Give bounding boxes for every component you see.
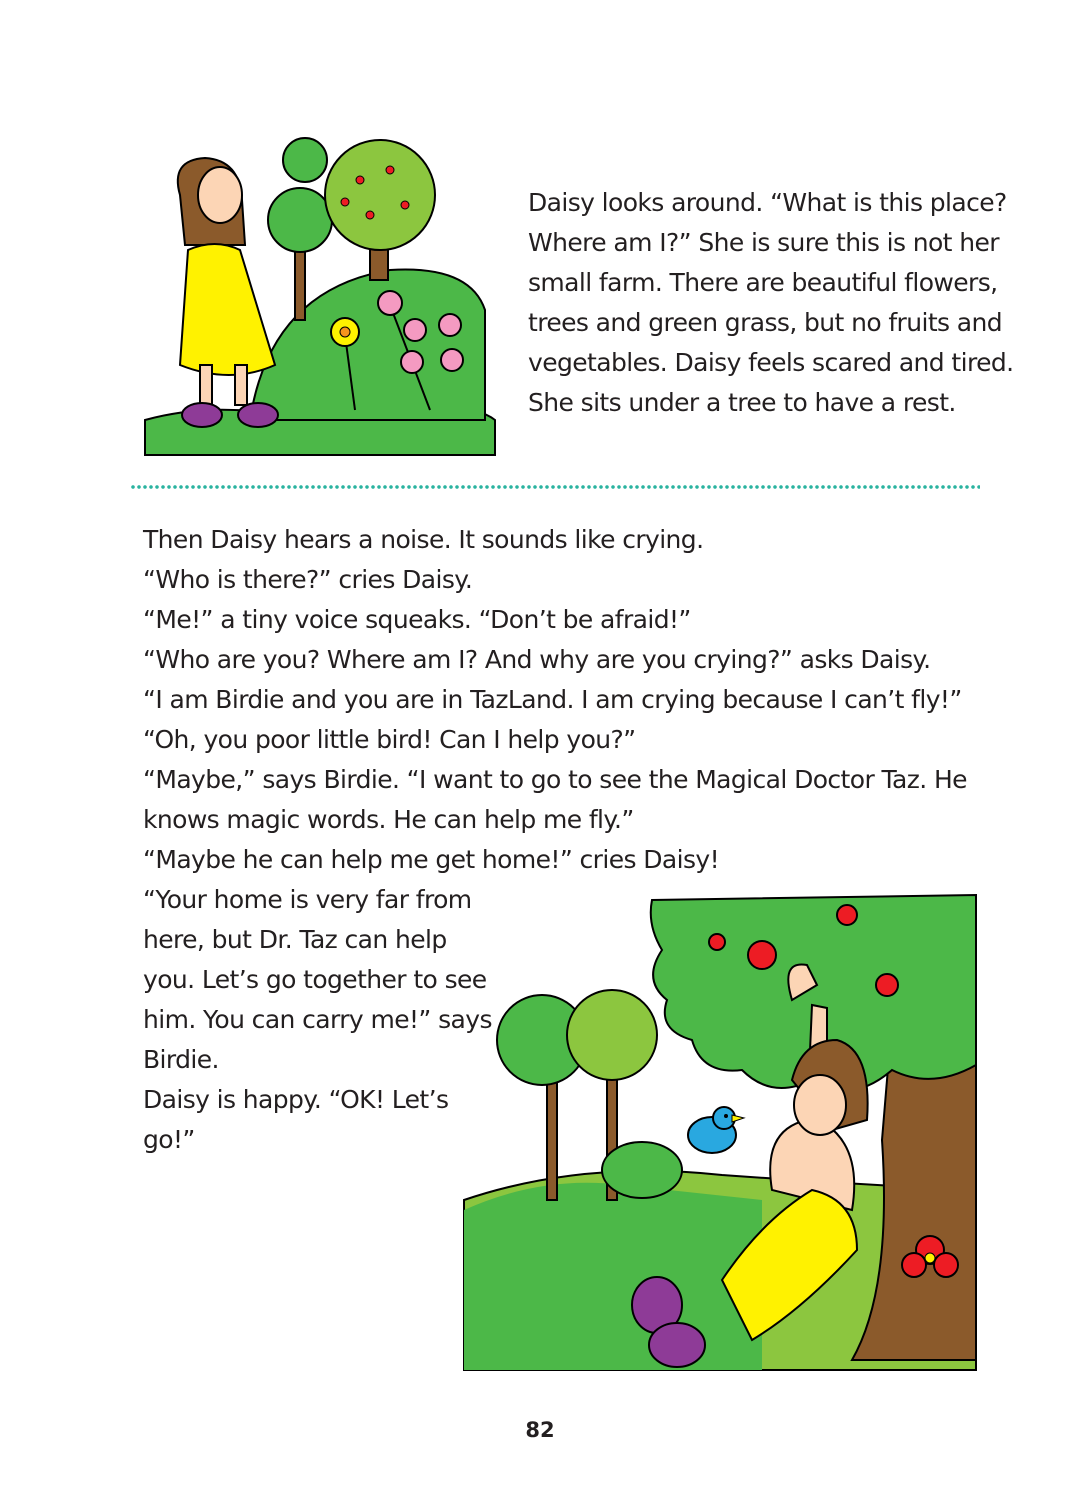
story-line: Birdie. <box>143 1045 219 1074</box>
apple <box>386 166 394 174</box>
story-line: “Who is there?” cries Daisy. <box>143 565 473 594</box>
blue-bird <box>688 1107 744 1153</box>
story-paragraph-top <box>528 183 1014 423</box>
story-line: here, but Dr. Taz can help <box>143 925 447 954</box>
apple-tree-crown <box>325 140 435 250</box>
story-line: “Maybe he can help me get home!” cries Daisy! <box>143 845 720 874</box>
story-line: “Me!” a tiny voice squeaks. “Don’t be afraid!” <box>143 605 691 634</box>
apple <box>748 941 776 969</box>
dotted-divider <box>130 485 980 489</box>
story-line: him. You can carry me!” says <box>143 1005 492 1034</box>
tree-crown <box>283 138 327 182</box>
story-line: Where am I?” She is sure this is not her <box>528 228 999 257</box>
story-line: trees and green grass, but no fruits and <box>528 308 1003 337</box>
apple <box>876 974 898 996</box>
apple <box>837 905 857 925</box>
story-line: small farm. There are beautiful flowers, <box>528 268 998 297</box>
story-line: go!” <box>143 1125 195 1154</box>
page-number: 82 <box>525 1418 555 1442</box>
bush <box>602 1142 682 1198</box>
story-line: vegetables. Daisy feels scared and tired. <box>528 348 1014 377</box>
grass-hill <box>464 1183 762 1370</box>
apple <box>709 934 725 950</box>
story-line: knows magic words. He can help me fly.” <box>143 805 634 834</box>
apple <box>341 198 349 206</box>
girl-sitting-illustration <box>462 890 978 1380</box>
story-line: “Maybe,” says Birdie. “I want to go to see the Magical Doctor Taz. He <box>143 765 967 794</box>
tree-crown <box>567 990 657 1080</box>
tree-crown <box>268 188 332 252</box>
story-line: “Who are you? Where am I? And why are you crying?” asks Daisy. <box>143 645 931 674</box>
story-line: Daisy looks around. “What is this place? <box>528 188 1007 217</box>
story-line: you. Let’s go together to see <box>143 965 487 994</box>
story-line: She sits under a tree to have a rest. <box>528 388 956 417</box>
story-line: Daisy is happy. “OK! Let’s <box>143 1085 449 1114</box>
hill <box>250 270 485 421</box>
apple <box>401 201 409 209</box>
girl-standing-illustration <box>140 120 500 460</box>
story-line: “Your home is very far from <box>143 885 472 914</box>
apple <box>366 211 374 219</box>
story-line: Then Daisy hears a noise. It sounds like crying. <box>143 525 704 554</box>
story-line: “I am Birdie and you are in TazLand. I am crying because I can’t fly!” <box>143 685 962 714</box>
story-line: “Oh, you poor little bird! Can I help you?” <box>143 725 636 754</box>
apple <box>356 176 364 184</box>
